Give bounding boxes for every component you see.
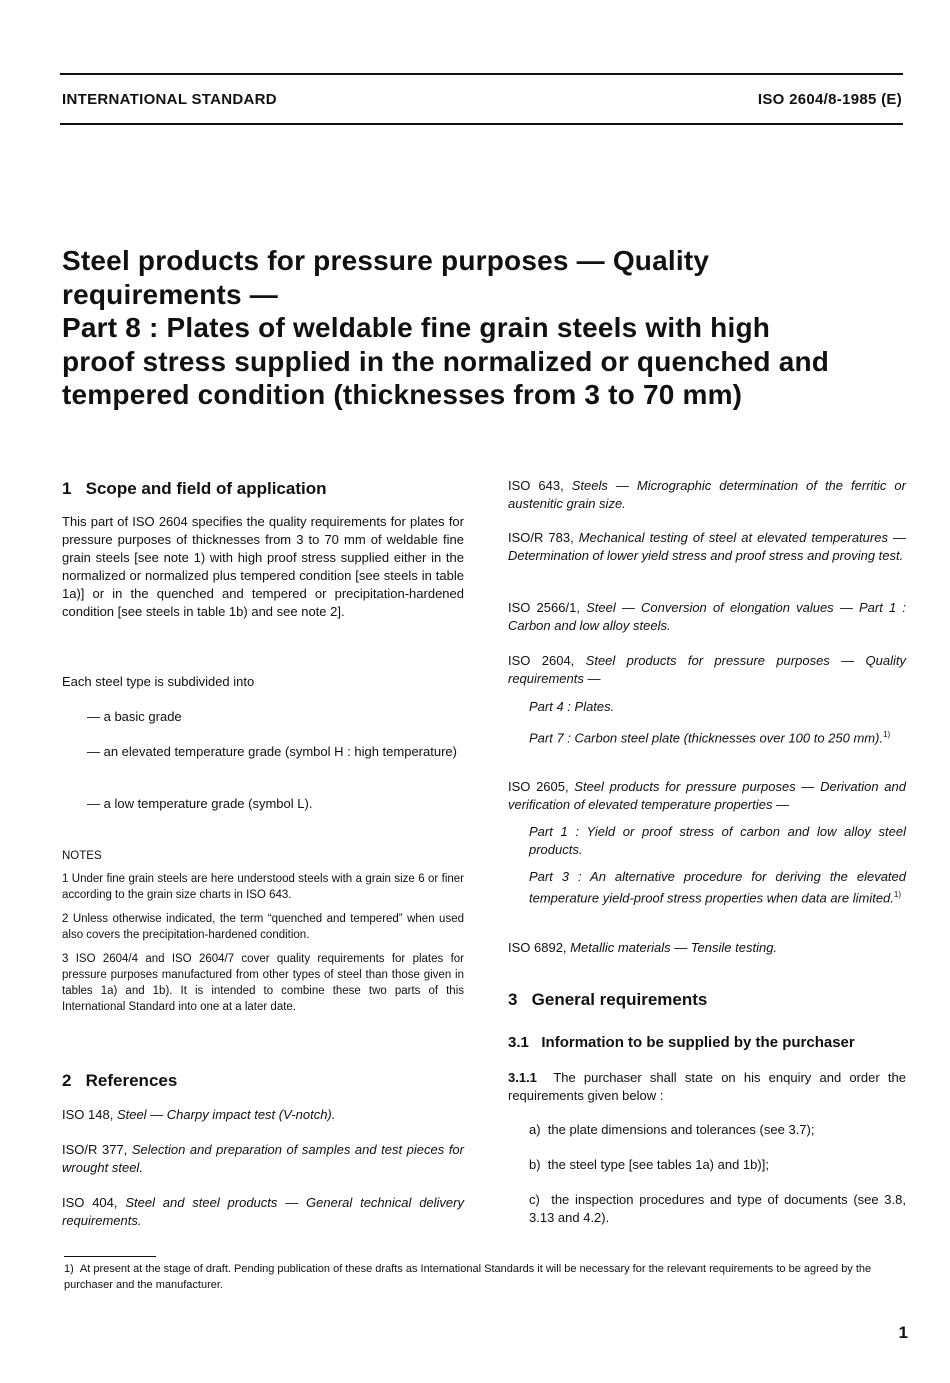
reference-title: Steel — Charpy impact test (V-notch). [116, 1107, 336, 1122]
section-2-number: 2 [62, 1071, 72, 1090]
page-number: 1 [898, 1323, 908, 1342]
item-text: the inspection procedures and type of documents (see 3.8, 3.13 and 4.2). [529, 1192, 906, 1225]
title-line-2: requirements — [62, 278, 278, 310]
footnote-mark: 1) [64, 1263, 74, 1275]
title-line-5: tempered condition (thicknesses from 3 to 70 mm) [62, 379, 743, 410]
header-bottom-rule [60, 123, 903, 125]
section-1-title: Scope and field of application [85, 479, 327, 498]
clause-number: 3.1.1 [508, 1070, 537, 1085]
part-text: Part 7 : Carbon steel plate (thicknesses over 100 to 250 mm). [529, 730, 884, 746]
note-item: 2 Unless otherwise indicated, the term “quenched and tempered” when used also covers the precipitation-hardened condition. [62, 913, 464, 941]
subsection-3-1-heading [508, 1034, 855, 1051]
header-top-rule [60, 73, 903, 75]
clause-3-1-1 [508, 1069, 906, 1105]
reference-title: Selection and preparation of samples and test pieces for wrought steel. [62, 1142, 464, 1175]
reference-item [508, 939, 906, 957]
reference-item [508, 599, 906, 635]
subdivided-intro: Each steel type is subdivided into [62, 674, 255, 689]
title-line-3: Part 8 : Plates of weldable fine grain steels with high [62, 312, 771, 343]
reference-item [508, 477, 906, 513]
reference-code: ISO 148, [62, 1107, 114, 1122]
requirement-item [529, 1121, 906, 1139]
reference-code: ISO/R 783, [508, 530, 574, 545]
reference-title: Steel and steel products — General technical delivery requirements. [62, 1195, 464, 1228]
reference-title: Metallic materials — Tensile testing. [570, 940, 778, 955]
footnote-rule [64, 1256, 156, 1257]
section-1-heading [62, 479, 327, 499]
reference-code: ISO 643, [508, 478, 564, 493]
reference-title: Steel — Conversion of elongation values — Part 1 : Carbon and low alloy steels. [508, 600, 906, 633]
footnote [64, 1261, 906, 1293]
header-right: ISO 2604/8-1985 (E) [757, 91, 902, 108]
footnote-text: At present at the stage of draft. Pending publication of these drafts as International Standards it will be necessary for the relevant requirements to be agreed by the purchaser and the manufacturer. [64, 1263, 872, 1291]
title-line-4: proof stress supplied in the normalized or quenched and [62, 345, 830, 377]
part-text: Part 3 : An alternative procedure for deriving the elevated temperature yield-proof stress properties when data are limited. [529, 869, 906, 906]
section-3-number: 3 [508, 990, 518, 1009]
item-text: the steel type [see tables 1a) and 1b)]; [547, 1157, 769, 1172]
reference-code: ISO 404, [62, 1195, 118, 1210]
section-3-heading [508, 990, 707, 1010]
requirement-item [529, 1156, 906, 1174]
reference-title: Mechanical testing of steel at elevated temperatures — Determination of lower yield stress and proof stress and proving test. [508, 530, 906, 563]
note-item: 1 Under fine grain steels are here understood steels with a grain size 6 or finer according to the grain size charts in ISO 643. [62, 873, 464, 901]
reference-item [508, 529, 906, 565]
reference-item [62, 1194, 464, 1230]
reference-item [62, 1141, 464, 1177]
section-1-number: 1 [62, 479, 72, 498]
section-2-title: References [85, 1071, 178, 1090]
footnote-marker: 1) [883, 730, 891, 739]
reference-code: ISO 6892, [508, 940, 567, 955]
item-text: the plate dimensions and tolerances (see 3.7); [547, 1122, 815, 1137]
clause-text: The purchaser shall state on his enquiry and order the requirements given below : [508, 1070, 906, 1103]
section-1-paragraph: This part of ISO 2604 specifies the quality requirements for plates for pressure purposes of thicknesses from 3 to 70 mm of weldable fine grain steels [see note 1) with high proof stress supplied either in the normalized or normalized plus tempered condition [see steels in table 1a)] or in the quenched and tempered or precipitation-hardened condition [see steels in table 1b) and see note 2]. [62, 514, 464, 619]
reference-code: ISO 2604, [508, 653, 575, 668]
notes-heading: NOTES [62, 850, 102, 862]
item-label: c) [529, 1192, 540, 1207]
header-left: INTERNATIONAL STANDARD [62, 91, 277, 108]
item-label: a) [529, 1122, 541, 1137]
document-title [62, 244, 912, 412]
grade-item: — a low temperature grade (symbol L). [87, 796, 313, 811]
iso2605-part [529, 823, 906, 859]
note-item: 3 ISO 2604/4 and ISO 2604/7 cover quality requirements for plates for pressure purposes manufactured from other types of steel than those given in tables 1a) and 1b). It is intended to combine these two parts of this International Standard into one at a later date. [62, 953, 464, 1013]
section-3-title: General requirements [531, 990, 708, 1009]
reference-title: Steels — Micrographic determination of the ferritic or austenitic grain size. [508, 478, 906, 511]
reference-code: ISO 2566/1, [508, 600, 580, 615]
part-text: Part 1 : Yield or proof stress of carbon and low alloy steel products. [529, 824, 906, 857]
iso2604-part [529, 698, 906, 716]
subsection-title: Information to be supplied by the purchaser [541, 1034, 855, 1051]
footnote-marker: 1) [893, 890, 902, 899]
reference-code: ISO 2605, [508, 779, 569, 794]
requirement-item [529, 1191, 906, 1227]
item-label: b) [529, 1157, 541, 1172]
reference-item [62, 1106, 464, 1124]
subsection-number: 3.1 [508, 1034, 529, 1051]
part-text: Part 4 : Plates. [529, 699, 615, 714]
reference-item [508, 778, 906, 814]
iso2604-part [529, 726, 906, 747]
grade-item: — a basic grade [87, 709, 182, 724]
reference-title: Steel products for pressure purposes — Derivation and verification of elevated temperature properties — [508, 779, 906, 812]
reference-title: Steel products for pressure purposes — Quality requirements — [508, 653, 906, 686]
reference-item [508, 652, 906, 688]
title-line-1: Steel products for pressure purposes — Quality [62, 245, 710, 276]
reference-code: ISO/R 377, [62, 1142, 128, 1157]
iso2605-part [529, 868, 906, 907]
grade-item: — an elevated temperature grade (symbol H : high temperature) [87, 744, 457, 759]
section-2-heading [62, 1071, 177, 1091]
